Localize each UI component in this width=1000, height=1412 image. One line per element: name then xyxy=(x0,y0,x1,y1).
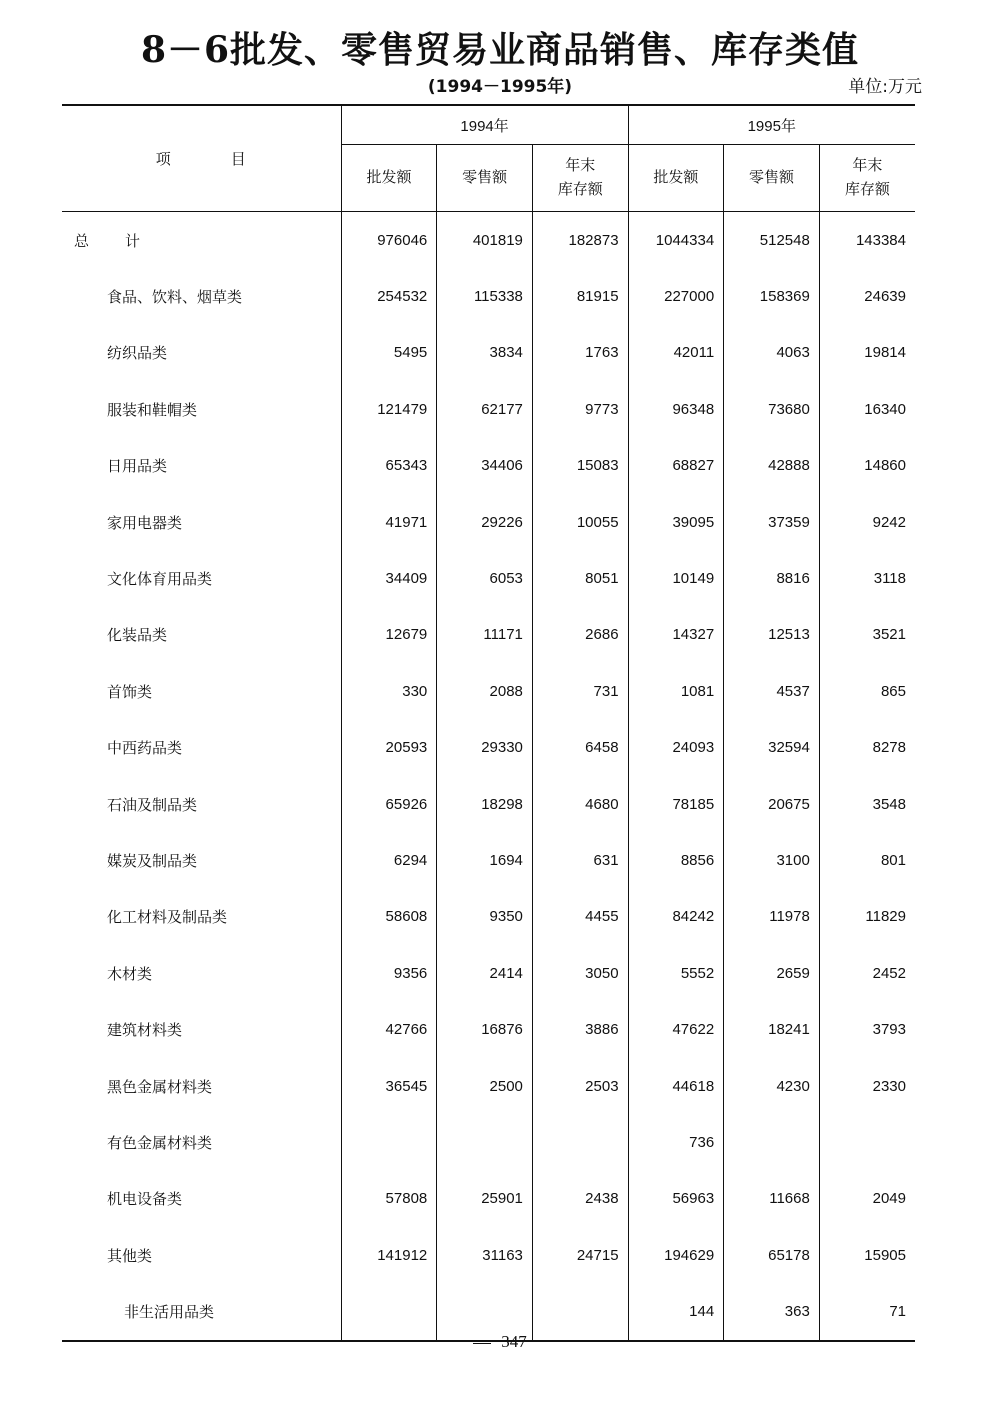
sales-stock-table xyxy=(62,104,915,1342)
value-cell: 6053 xyxy=(437,550,533,606)
table-row xyxy=(62,550,915,606)
row-label: 化工材料及制品类 xyxy=(62,889,341,945)
value-cell: 78185 xyxy=(628,776,724,832)
year-range-subtitle: (1994－1995年) xyxy=(427,77,573,97)
row-label: 有色金属材料类 xyxy=(62,1114,341,1170)
row-label: 文化体育用品类 xyxy=(62,550,341,606)
value-cell: 8278 xyxy=(872,739,906,757)
table-row xyxy=(62,212,915,269)
value-cell: 19814 xyxy=(864,344,906,362)
value-cell: 1694 xyxy=(437,832,533,888)
value-cell: 2686 xyxy=(532,607,628,663)
value-cell: 32594 xyxy=(724,720,820,776)
value-cell: 39095 xyxy=(628,494,724,550)
value-cell: 4455 xyxy=(532,889,628,945)
value-cell: 8816 xyxy=(724,550,820,606)
value-cell: 8051 xyxy=(532,550,628,606)
value-cell: 9356 xyxy=(341,945,437,1001)
value-cell: 144 xyxy=(628,1283,724,1340)
value-cell: 3793 xyxy=(872,1021,906,1039)
row-label: 总计 xyxy=(62,212,341,269)
value-cell: 29226 xyxy=(437,494,533,550)
value-cell xyxy=(341,1114,437,1170)
value-cell: 10149 xyxy=(628,550,724,606)
value-cell: 731 xyxy=(532,663,628,719)
value-cell: 2438 xyxy=(532,1171,628,1227)
value-cell: 3050 xyxy=(532,945,628,1001)
value-cell: 3548 xyxy=(872,795,906,813)
value-cell xyxy=(437,1114,533,1170)
value-cell: 34409 xyxy=(341,550,437,606)
value-cell: 227000 xyxy=(628,268,724,324)
value-cell: 81915 xyxy=(532,268,628,324)
value-cell: 41971 xyxy=(341,494,437,550)
value-cell: 42888 xyxy=(724,438,820,494)
value-cell: 8856 xyxy=(628,832,724,888)
value-cell: 736 xyxy=(628,1114,724,1170)
value-cell: 58608 xyxy=(341,889,437,945)
value-cell: 182873 xyxy=(532,212,628,269)
value-cell: 6294 xyxy=(341,832,437,888)
value-cell: 84242 xyxy=(628,889,724,945)
value-cell: 2088 xyxy=(437,663,533,719)
row-label: 黑色金属材料类 xyxy=(62,1058,341,1114)
value-cell: 801 xyxy=(880,851,906,869)
table-row xyxy=(62,832,915,888)
value-cell: 1763 xyxy=(532,325,628,381)
table-row xyxy=(62,1058,915,1114)
value-cell xyxy=(819,1114,915,1170)
value-cell: 29330 xyxy=(437,720,533,776)
value-cell: 141912 xyxy=(341,1227,437,1283)
table-row xyxy=(62,945,915,1001)
value-cell: 14860 xyxy=(864,457,906,475)
row-label: 其他类 xyxy=(62,1227,341,1283)
value-cell: 65926 xyxy=(341,776,437,832)
value-cell: 44618 xyxy=(628,1058,724,1114)
value-cell: 12679 xyxy=(341,607,437,663)
value-cell: 57808 xyxy=(341,1171,437,1227)
wholesale-1994-header: 批发额 xyxy=(341,145,437,212)
page-title: 8－6批发、零售贸易业商品销售、库存类值 xyxy=(140,29,860,71)
row-label: 木材类 xyxy=(62,945,341,1001)
table-row xyxy=(62,607,915,663)
value-cell: 3834 xyxy=(437,325,533,381)
stock-header-line2: 库存额 xyxy=(844,181,890,198)
value-cell: 12513 xyxy=(724,607,820,663)
row-label: 食品、饮料、烟草类 xyxy=(62,268,341,324)
value-cell: 631 xyxy=(532,832,628,888)
wholesale-1995-header: 批发额 xyxy=(628,145,724,212)
value-cell: 2659 xyxy=(724,945,820,1001)
value-cell: 10055 xyxy=(532,494,628,550)
value-cell: 31163 xyxy=(437,1227,533,1283)
table-row xyxy=(62,494,915,550)
value-cell: 14327 xyxy=(628,607,724,663)
value-cell: 6458 xyxy=(532,720,628,776)
value-cell: 5495 xyxy=(341,325,437,381)
table-row xyxy=(62,889,915,945)
row-label: 石油及制品类 xyxy=(62,776,341,832)
value-cell: 158369 xyxy=(724,268,820,324)
year-1995-header: 1995年 xyxy=(628,105,915,145)
row-label: 纺织品类 xyxy=(62,325,341,381)
value-cell: 18241 xyxy=(724,1001,820,1057)
value-cell: 47622 xyxy=(628,1001,724,1057)
table-row xyxy=(62,776,915,832)
value-cell: 36545 xyxy=(341,1058,437,1114)
value-cell: 363 xyxy=(724,1283,820,1340)
value-cell: 2503 xyxy=(532,1058,628,1114)
value-cell: 20593 xyxy=(341,720,437,776)
retail-1994-header: 零售额 xyxy=(437,145,533,212)
stock-1994-header xyxy=(532,145,628,212)
value-cell: 4680 xyxy=(532,776,628,832)
value-cell: 65178 xyxy=(724,1227,820,1283)
table-row xyxy=(62,1114,915,1170)
table-row xyxy=(62,663,915,719)
value-cell: 3886 xyxy=(532,1001,628,1057)
row-label: 首饰类 xyxy=(62,663,341,719)
value-cell: 2500 xyxy=(437,1058,533,1114)
value-cell: 11829 xyxy=(865,908,906,926)
stock-header-line1: 年末 xyxy=(852,157,883,174)
row-label: 中西药品类 xyxy=(62,720,341,776)
value-cell: 56963 xyxy=(628,1171,724,1227)
value-cell: 254532 xyxy=(341,268,437,324)
value-cell: 194629 xyxy=(628,1227,724,1283)
value-cell: 2330 xyxy=(872,1077,906,1095)
row-label: 化装品类 xyxy=(62,607,341,663)
value-cell: 16340 xyxy=(864,400,906,418)
year-1994-header: 1994年 xyxy=(341,105,628,145)
row-label: 媒炭及制品类 xyxy=(62,832,341,888)
value-cell xyxy=(724,1114,820,1170)
value-cell: 42766 xyxy=(341,1001,437,1057)
table-row xyxy=(62,720,915,776)
table-row xyxy=(62,438,915,494)
table-row xyxy=(62,1001,915,1057)
value-cell: 4537 xyxy=(724,663,820,719)
value-cell: 4063 xyxy=(724,325,820,381)
page-number: 347 xyxy=(501,1332,527,1351)
value-cell: 976046 xyxy=(341,212,437,269)
value-cell: 24093 xyxy=(628,720,724,776)
value-cell: 11668 xyxy=(724,1171,820,1227)
value-cell: 11978 xyxy=(724,889,820,945)
value-cell: 865 xyxy=(880,682,906,700)
value-cell: 37359 xyxy=(724,494,820,550)
value-cell: 9242 xyxy=(872,513,906,531)
value-cell: 65343 xyxy=(341,438,437,494)
value-cell: 3100 xyxy=(724,832,820,888)
value-cell: 1044334 xyxy=(628,212,724,269)
value-cell: 3521 xyxy=(872,626,906,644)
item-column-header: 项目 xyxy=(62,105,341,212)
value-cell: 330 xyxy=(341,663,437,719)
value-cell: 16876 xyxy=(437,1001,533,1057)
stock-1995-header xyxy=(819,145,915,212)
footer-dash xyxy=(473,1343,491,1344)
row-label: 家用电器类 xyxy=(62,494,341,550)
table-row xyxy=(62,1227,915,1283)
table-body xyxy=(62,212,915,1341)
value-cell: 115338 xyxy=(437,268,533,324)
value-cell: 18298 xyxy=(437,776,533,832)
value-cell xyxy=(532,1114,628,1170)
value-cell: 15905 xyxy=(864,1246,906,1264)
value-cell: 1081 xyxy=(628,663,724,719)
value-cell: 20675 xyxy=(724,776,820,832)
table-row xyxy=(62,1171,915,1227)
value-cell: 11171 xyxy=(437,607,533,663)
value-cell: 3118 xyxy=(873,570,906,588)
value-cell: 2414 xyxy=(437,945,533,1001)
data-table-container xyxy=(62,104,915,1342)
row-label: 建筑材料类 xyxy=(62,1001,341,1057)
row-label: 机电设备类 xyxy=(62,1171,341,1227)
value-cell: 512548 xyxy=(724,212,820,269)
value-cell: 68827 xyxy=(628,438,724,494)
value-cell: 4230 xyxy=(724,1058,820,1114)
value-cell: 9773 xyxy=(532,381,628,437)
value-cell: 401819 xyxy=(437,212,533,269)
row-label: 非生活用品类 xyxy=(62,1283,341,1340)
table-row xyxy=(62,268,915,324)
page-footer xyxy=(0,1332,1000,1352)
value-cell: 121479 xyxy=(341,381,437,437)
value-cell: 96348 xyxy=(628,381,724,437)
value-cell: 143384 xyxy=(855,231,906,249)
row-label: 服装和鞋帽类 xyxy=(62,381,341,437)
value-cell: 42011 xyxy=(628,325,724,381)
value-cell: 15083 xyxy=(532,438,628,494)
table-row xyxy=(62,381,915,437)
stock-header-line2: 库存额 xyxy=(557,181,603,198)
value-cell: 34406 xyxy=(437,438,533,494)
table-row xyxy=(62,325,915,381)
value-cell: 25901 xyxy=(437,1171,533,1227)
value-cell: 24639 xyxy=(864,288,906,306)
row-label: 日用品类 xyxy=(62,438,341,494)
retail-1995-header: 零售额 xyxy=(724,145,820,212)
value-cell: 5552 xyxy=(628,945,724,1001)
value-cell: 9350 xyxy=(437,889,533,945)
value-cell: 2452 xyxy=(872,964,906,982)
stock-header-line1: 年末 xyxy=(565,157,596,174)
value-cell: 73680 xyxy=(724,381,820,437)
value-cell: 2049 xyxy=(872,1190,906,1208)
unit-label: 单位:万元 xyxy=(848,77,922,97)
value-cell: 71 xyxy=(819,1283,915,1340)
value-cell: 62177 xyxy=(437,381,533,437)
value-cell: 24715 xyxy=(532,1227,628,1283)
